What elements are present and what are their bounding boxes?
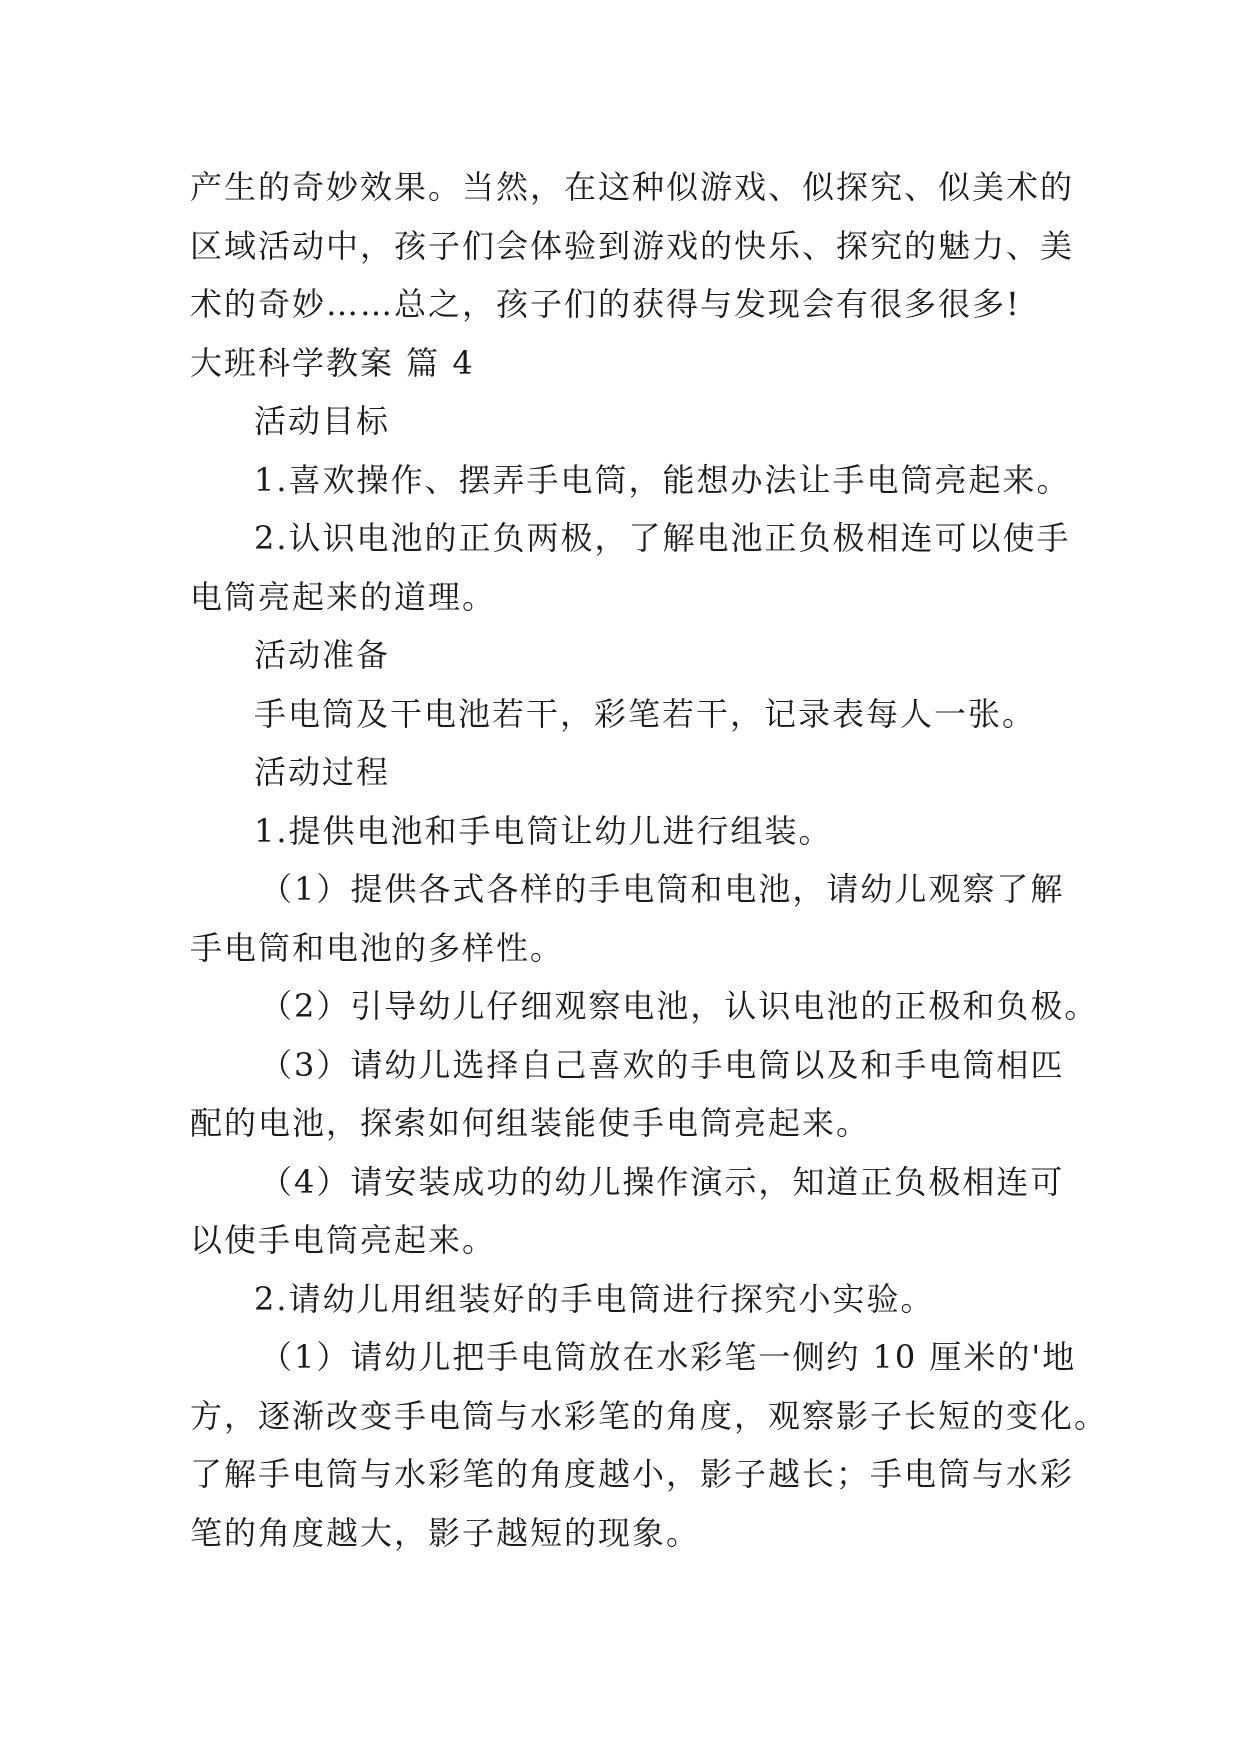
paragraph-line: 方，逐渐改变手电筒与水彩笔的角度，观察影子长短的变化。 [190,1396,1109,1435]
paragraph-line: 手电筒和电池的多样性。 [190,928,565,967]
process-step-2: 2.请幼儿用组装好的手电筒进行探究小实验。 [254,1279,935,1318]
subheading-activity-goals: 活动目标 [254,402,391,440]
process-substep: （1）提供各式各样的手电筒和电池，请幼儿观察了解 [260,870,1065,908]
paragraph-line: 区域活动中，孩子们会体验到游戏的快乐、探究的魅力、美 [190,226,1075,265]
paragraph-line: 以使手电筒亮起来。 [190,1221,497,1259]
document-body [190,158,1109,1562]
paragraph-line: 了解手电筒与水彩笔的角度越小，影子越长；手电筒与水彩 [190,1455,1075,1493]
preparation-text: 手电筒及干电池若干，彩笔若干，记录表每人一张。 [254,694,1037,733]
paragraph-line: 产生的奇妙效果。当然，在这种似游戏、似探究、似美术的 [190,168,1075,206]
paragraph-line: 术的奇妙……总之，孩子们的获得与发现会有很多很多! [190,285,1021,323]
goal-item-1: 1.喜欢操作、摆弄手电筒，能想办法让手电筒亮起来。 [254,460,1071,499]
goal-item-2: 2.认识电池的正负两极，了解电池正负极相连可以使手 [254,519,1071,557]
subheading-activity-preparation: 活动准备 [254,636,391,674]
subheading-activity-process: 活动过程 [254,753,391,791]
process-substep: （2）引导幼儿仔细观察电池，认识电池的正极和负极。 [260,987,1099,1025]
paragraph-line: 配的电池，探索如何组装能使手电筒亮起来。 [190,1104,871,1142]
paragraph-line: 笔的角度越大，影子越短的现象。 [190,1513,701,1552]
section-heading: 大班科学教案 篇 4 [190,343,475,382]
process-step-1: 1.提供电池和手电筒让幼儿进行组装。 [254,811,833,850]
process-substep: （3）请幼儿选择自己喜欢的手电筒以及和手电筒相匹 [260,1045,1065,1084]
process-substep: （4）请安装成功的幼儿操作演示，知道正负极相连可 [260,1162,1065,1201]
paragraph-line: 电筒亮起来的道理。 [190,577,497,616]
process-substep: （1）请幼儿把手电筒放在水彩笔一侧约 10 厘米的'地 [260,1338,1077,1376]
